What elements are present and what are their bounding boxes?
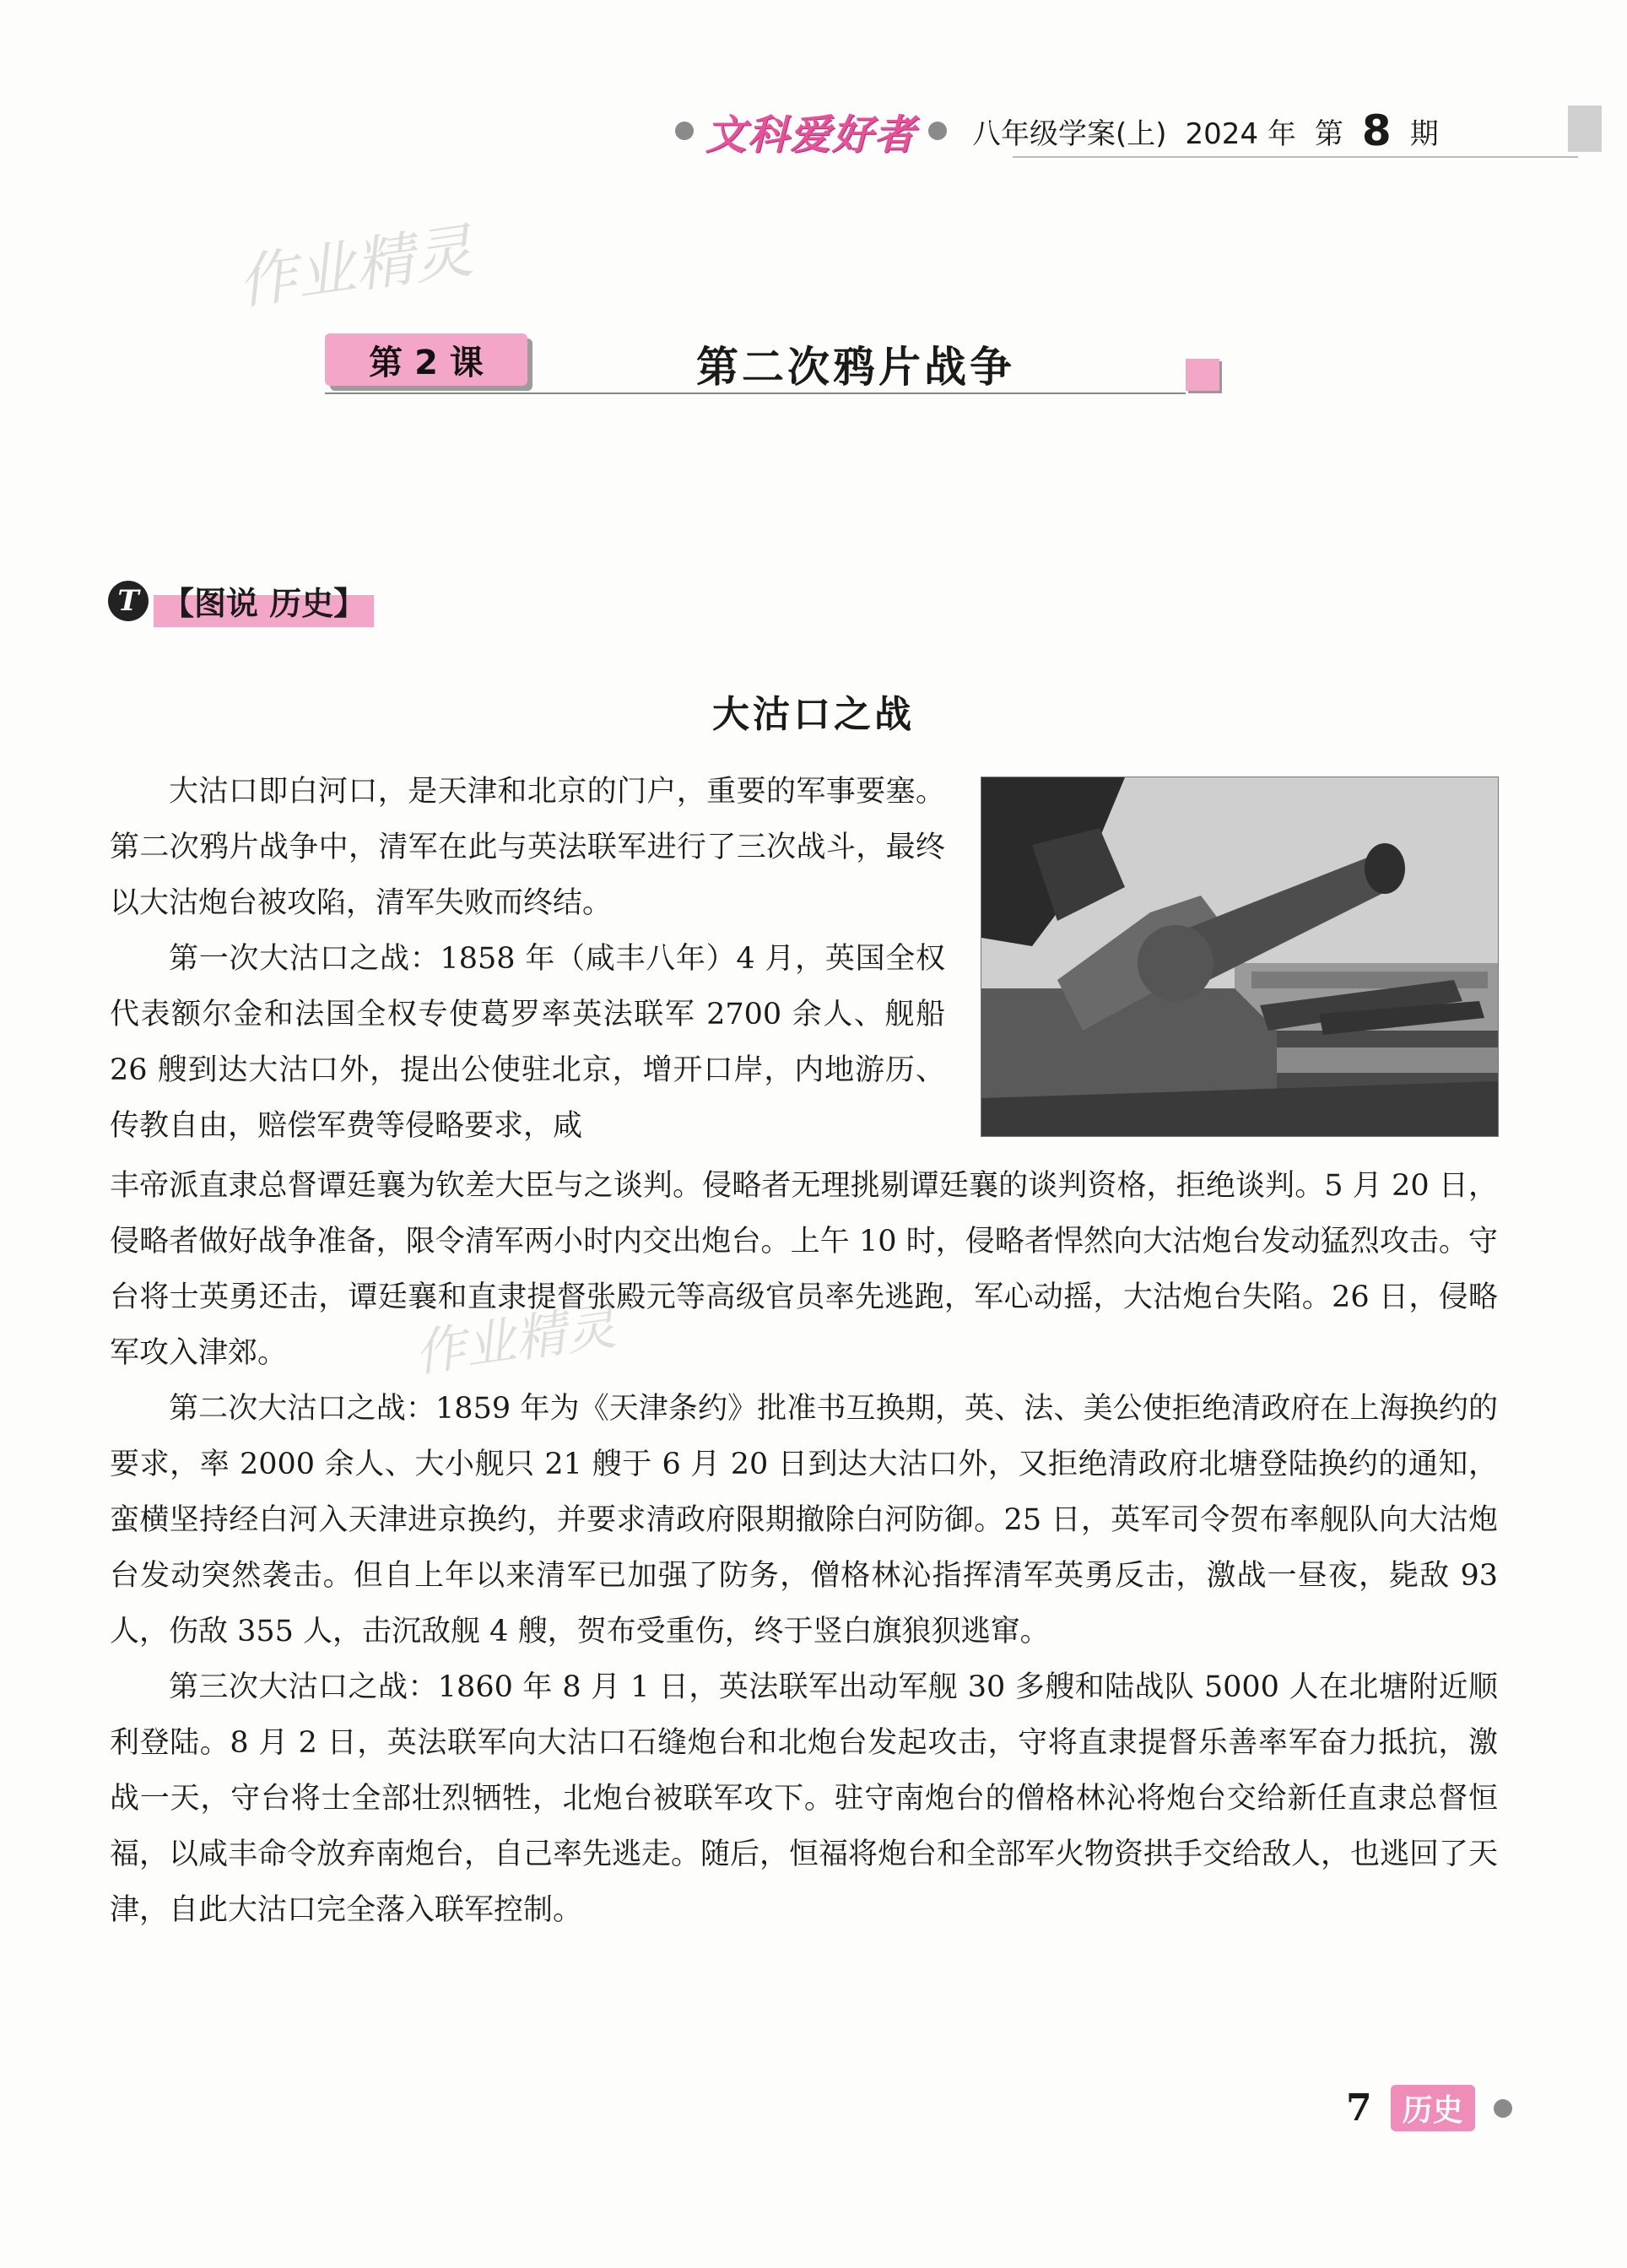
page-number: 7	[1346, 2087, 1372, 2130]
lesson-rule	[325, 392, 1186, 394]
lesson-corner-square	[1186, 359, 1219, 391]
section-label: 【图说 历史】	[154, 574, 374, 627]
page-footer	[1346, 2085, 1512, 2131]
header-left-dot-icon	[675, 122, 694, 140]
paragraph-battle-1-start: 第一次大沽口之战：1858 年（咸丰八年）4 月，英国全权代表额尔金和法国全权专使葛罗率英法联军 2700 余人、舰船 26 艘到达大沽口外，提出公使驻北京，增开口岸，内地游历、传教自由，赔偿军费等侵略要求，咸	[110, 942, 945, 1143]
issue-prefix: 第	[1314, 116, 1343, 151]
article-body-wide	[110, 1158, 1498, 1938]
lesson-number-tag: 第 2 课	[325, 333, 527, 386]
header-corner-block	[1568, 106, 1602, 152]
grade-label: 八年级学案(上)	[972, 116, 1167, 151]
paragraph-intro: 大沽口即白河口，是天津和北京的门户，重要的军事要塞。第二次鸦片战争中，清军在此与英法联军进行了三次战斗，最终以大沽炮台被攻陷，清军失败而终结。	[110, 775, 945, 920]
header-right-dot-icon	[928, 122, 947, 140]
header-rule	[1013, 156, 1578, 158]
subject-tag: 历史	[1391, 2085, 1475, 2131]
article-body-narrow	[110, 764, 945, 1154]
issue-number: 8	[1361, 106, 1392, 155]
paragraph-battle-3: 第三次大沽口之战：1860 年 8 月 1 日，英法联军出动军舰 30 多艘和陆战队 5000 人在北塘附近顺利登陆。8 月 2 日，英法联军向大沽口石缝炮台和北炮台发起攻击，守将直隶提督乐善率军奋力抵抗，激战一天，守台将士全部壮烈牺牲，北炮台被联军攻下。驻守南炮台的僧格林沁将炮台交给新任直隶总督恒福，以咸丰命令放弃南炮台，自己率先逃走。随后，恒福将炮台和全部军火物资拱手交给敌人，也逃回了天津，自此大沽口完全落入联军控制。	[110, 1670, 1499, 1927]
lesson-heading	[325, 333, 1219, 401]
article-title: 大沽口之战	[712, 693, 915, 736]
issue-meta	[972, 106, 1439, 155]
watermark-mid: 作业精灵	[410, 1296, 620, 1384]
section-heading	[108, 574, 374, 627]
issue-suffix: 期	[1409, 116, 1439, 151]
cannon-illustration	[981, 777, 1498, 1136]
brand-logo: 文科爱好者	[705, 111, 917, 159]
page-header	[675, 101, 1603, 160]
lesson-title: 第二次鸦片战争	[696, 343, 1015, 392]
paragraph-battle-1-cont: 丰帝派直隶总督谭廷襄为钦差大臣与之谈判。侵略者无理挑剔谭廷襄的谈判资格，拒绝谈判。5 月 20 日，侵略者做好战争准备，限令清军两小时内交出炮台。上午 10 时，侵略者悍然向大沽炮台发动猛烈攻击。守台将士英勇还击，谭廷襄和直隶提督张殿元等高级官员率先逃跑，军心动摇，大沽炮台失陷。26 日，侵略军攻入津郊。	[110, 1169, 1498, 1370]
footer-dot-icon	[1494, 2099, 1512, 2118]
year-label: 2024 年	[1185, 116, 1296, 151]
paragraph-battle-2: 第二次大沽口之战：1859 年为《天津条约》批准书互换期，英、法、美公使拒绝清政府在上海换约的要求，率 2000 余人、大小舰只 21 艘于 6 月 20 日到达大沽口外，又拒绝清政府北塘登陆换约的通知，蛮横坚持经白河入天津进京换约，并要求清政府限期撤除白河防御。25 日，英军司令贺布率舰队向大沽炮台发动突然袭击。但自上年以来清军已加强了防务，僧格林沁指挥清军英勇反击，激战一昼夜，毙敌 93 人，伤敌 355 人，击沉敌舰 4 艘，贺布受重伤，终于竖白旗狼狈逃窜。	[110, 1392, 1498, 1648]
section-t-icon: T	[108, 581, 149, 621]
watermark: 作业精灵	[233, 215, 478, 318]
cannon-photo	[981, 777, 1499, 1137]
